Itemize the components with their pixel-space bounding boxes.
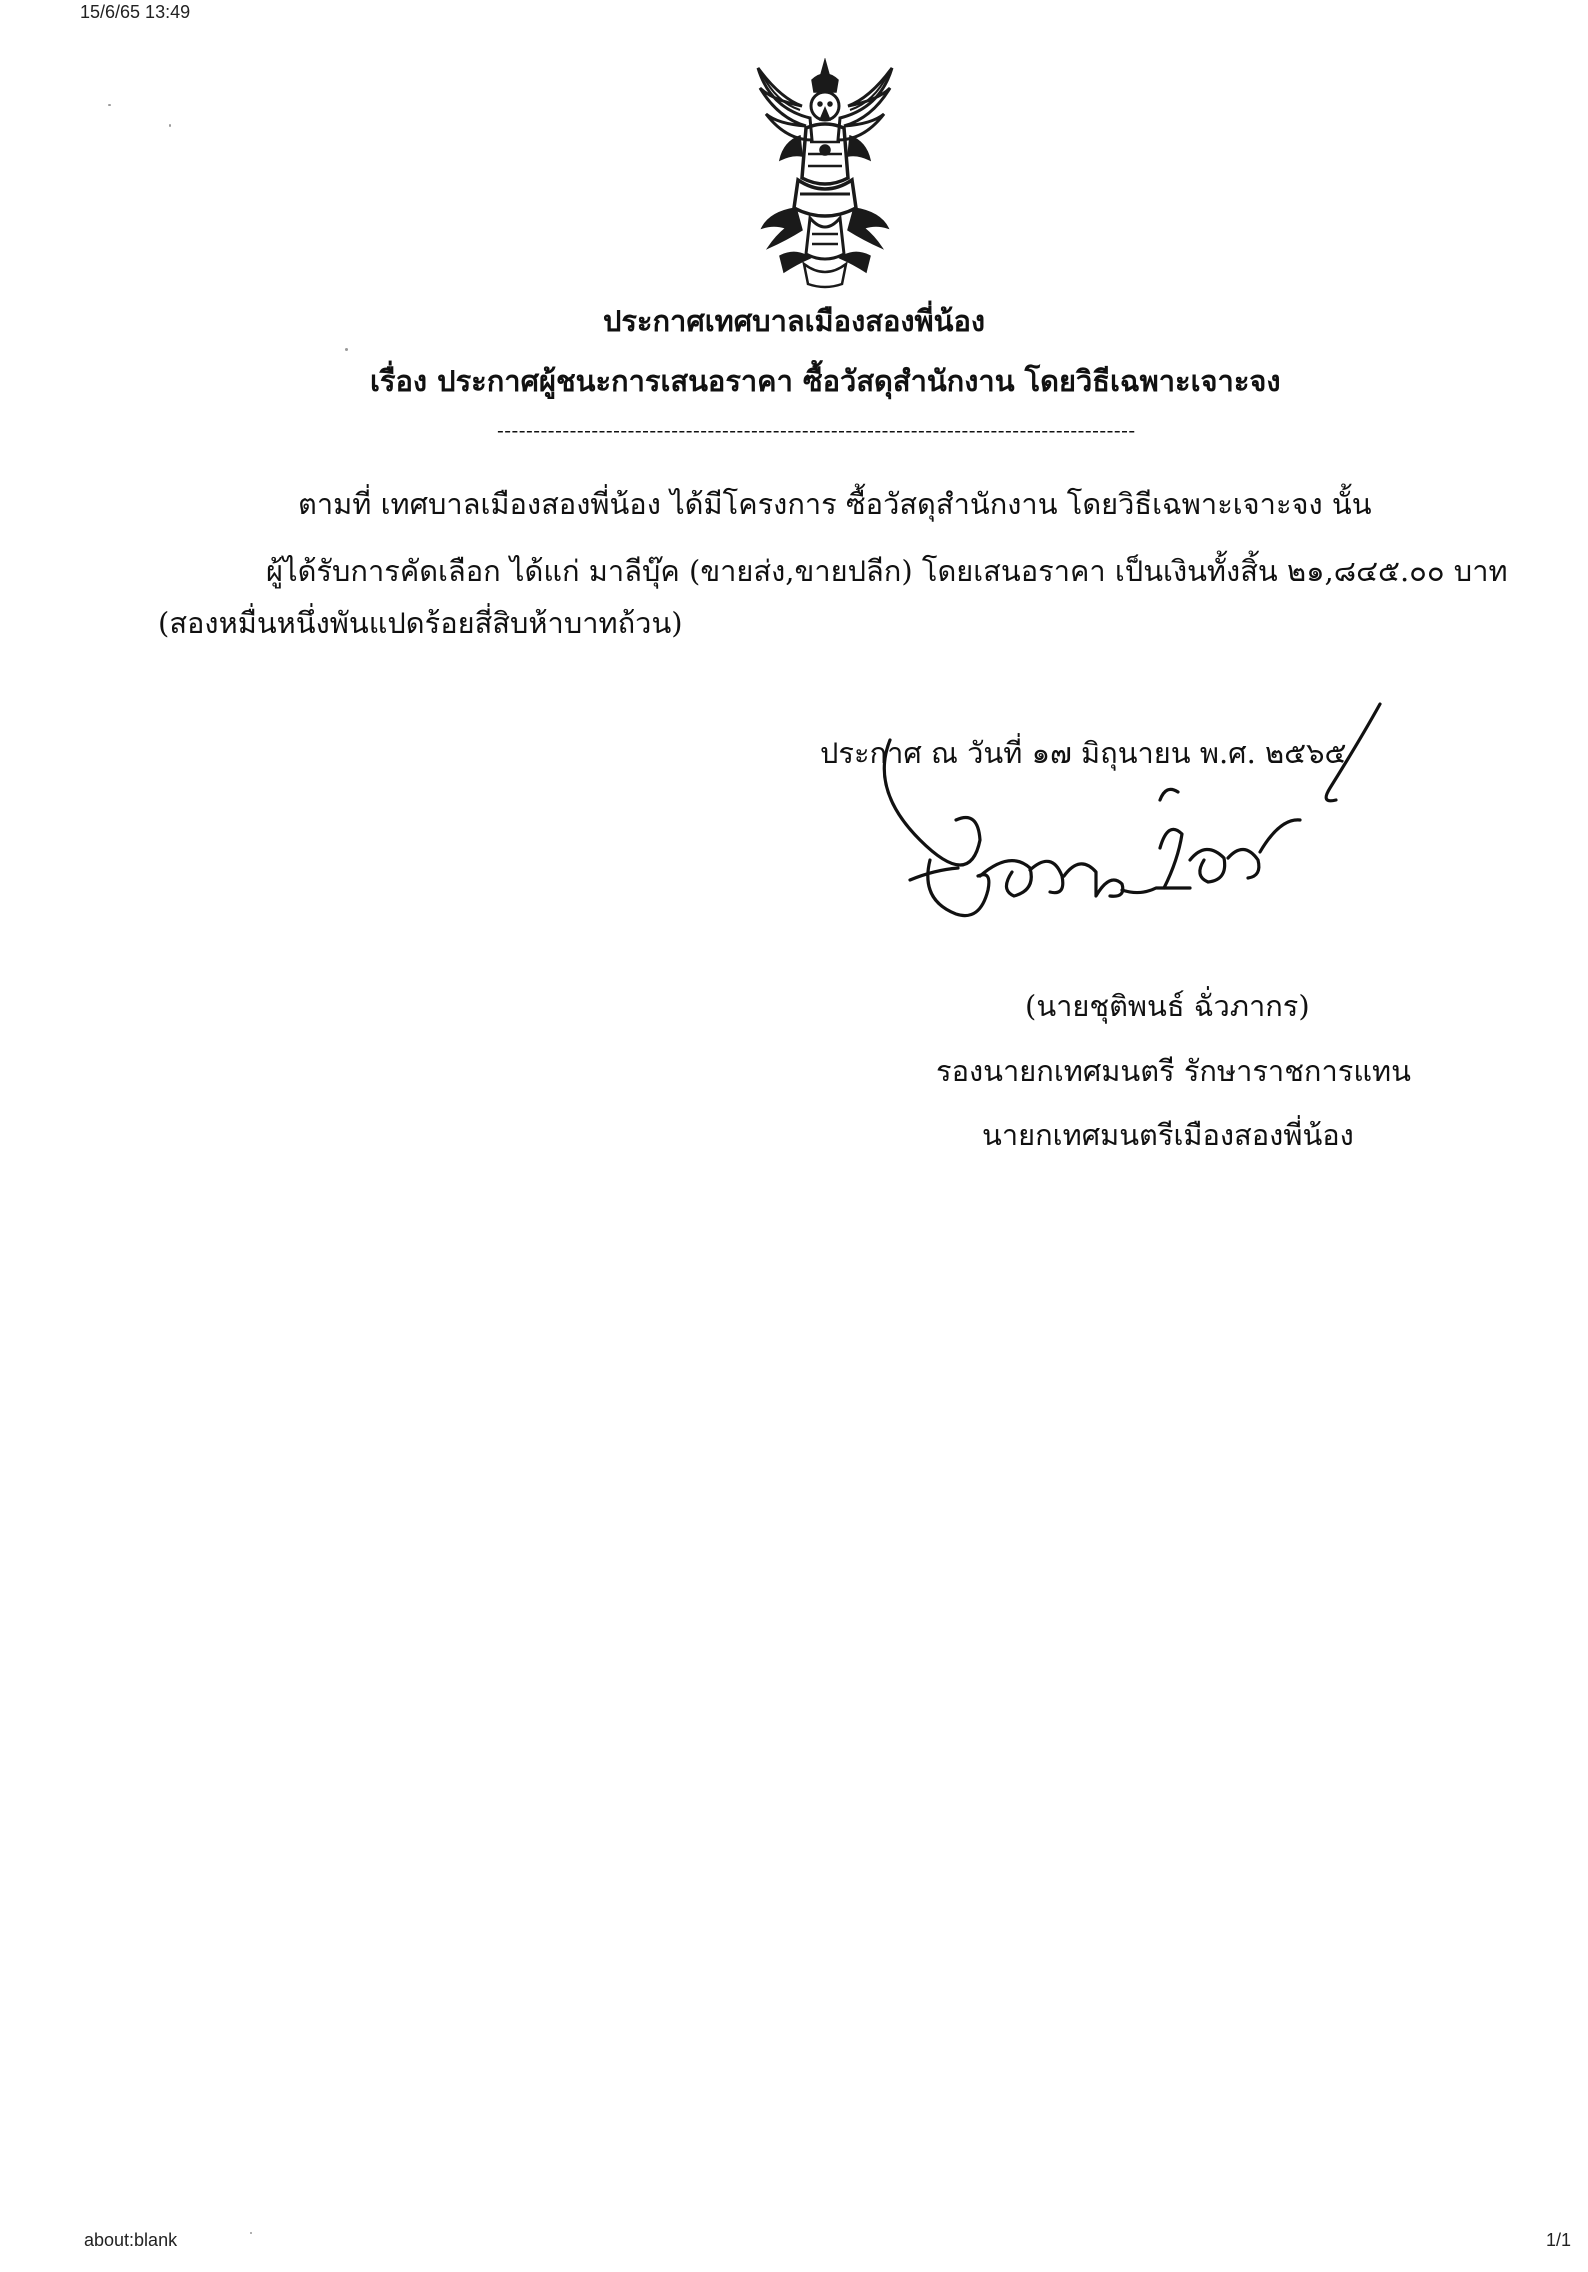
print-url: about:blank: [84, 2230, 178, 2250]
announcement-date: ประกาศ ณ วันที่ ๑๗ มิถุนายน พ.ศ. ๒๕๖๕: [820, 736, 1347, 770]
subject-title: เรื่อง ประกาศผู้ชนะการเสนอราคา ซื้อวัสดุสำนักงาน โดยวิธีเฉพาะเจาะจง: [370, 364, 1281, 398]
divider-line: ----------------------------------------------------------------------------------------: [497, 418, 1136, 442]
signatory-position-2: นายกเทศมนตรีเมืองสองพี่น้อง: [982, 1118, 1354, 1152]
print-page-count: 1/1: [1546, 2230, 1572, 2250]
body-line-2: ผู้ได้รับการคัดเลือก ได้แก่ มาลีบุ๊ค (ขายส่ง,ขายปลีก) โดยเสนอราคา เป็นเงินทั้งสิ้น ๒๑,๘๔๕.๐๐ บาท: [266, 554, 1508, 588]
scan-speck: [169, 124, 171, 127]
issuer-title: ประกาศเทศบาลเมืองสองพี่น้อง: [602, 304, 986, 338]
scan-speck: [345, 348, 348, 351]
signature-icon: [860, 700, 1400, 970]
scan-speck: [108, 104, 111, 106]
body-line-3: (สองหมื่นหนึ่งพันแปดร้อยสี่สิบห้าบาทถ้วน): [158, 606, 683, 640]
signatory-name: (นายชุติพนธ์ ฉั่วภากร): [1025, 989, 1310, 1023]
print-datetime: 15/6/65 13:49: [80, 2, 191, 22]
scan-speck: [250, 2232, 252, 2234]
garuda-emblem-icon: [740, 58, 910, 290]
body-line-1: ตามที่ เทศบาลเมืองสองพี่น้อง ได้มีโครงการ ซื้อวัสดุสำนักงาน โดยวิธีเฉพาะเจาะจง นั้น: [298, 487, 1372, 521]
signatory-position-1: รองนายกเทศมนตรี รักษาราชการแทน: [936, 1054, 1411, 1088]
